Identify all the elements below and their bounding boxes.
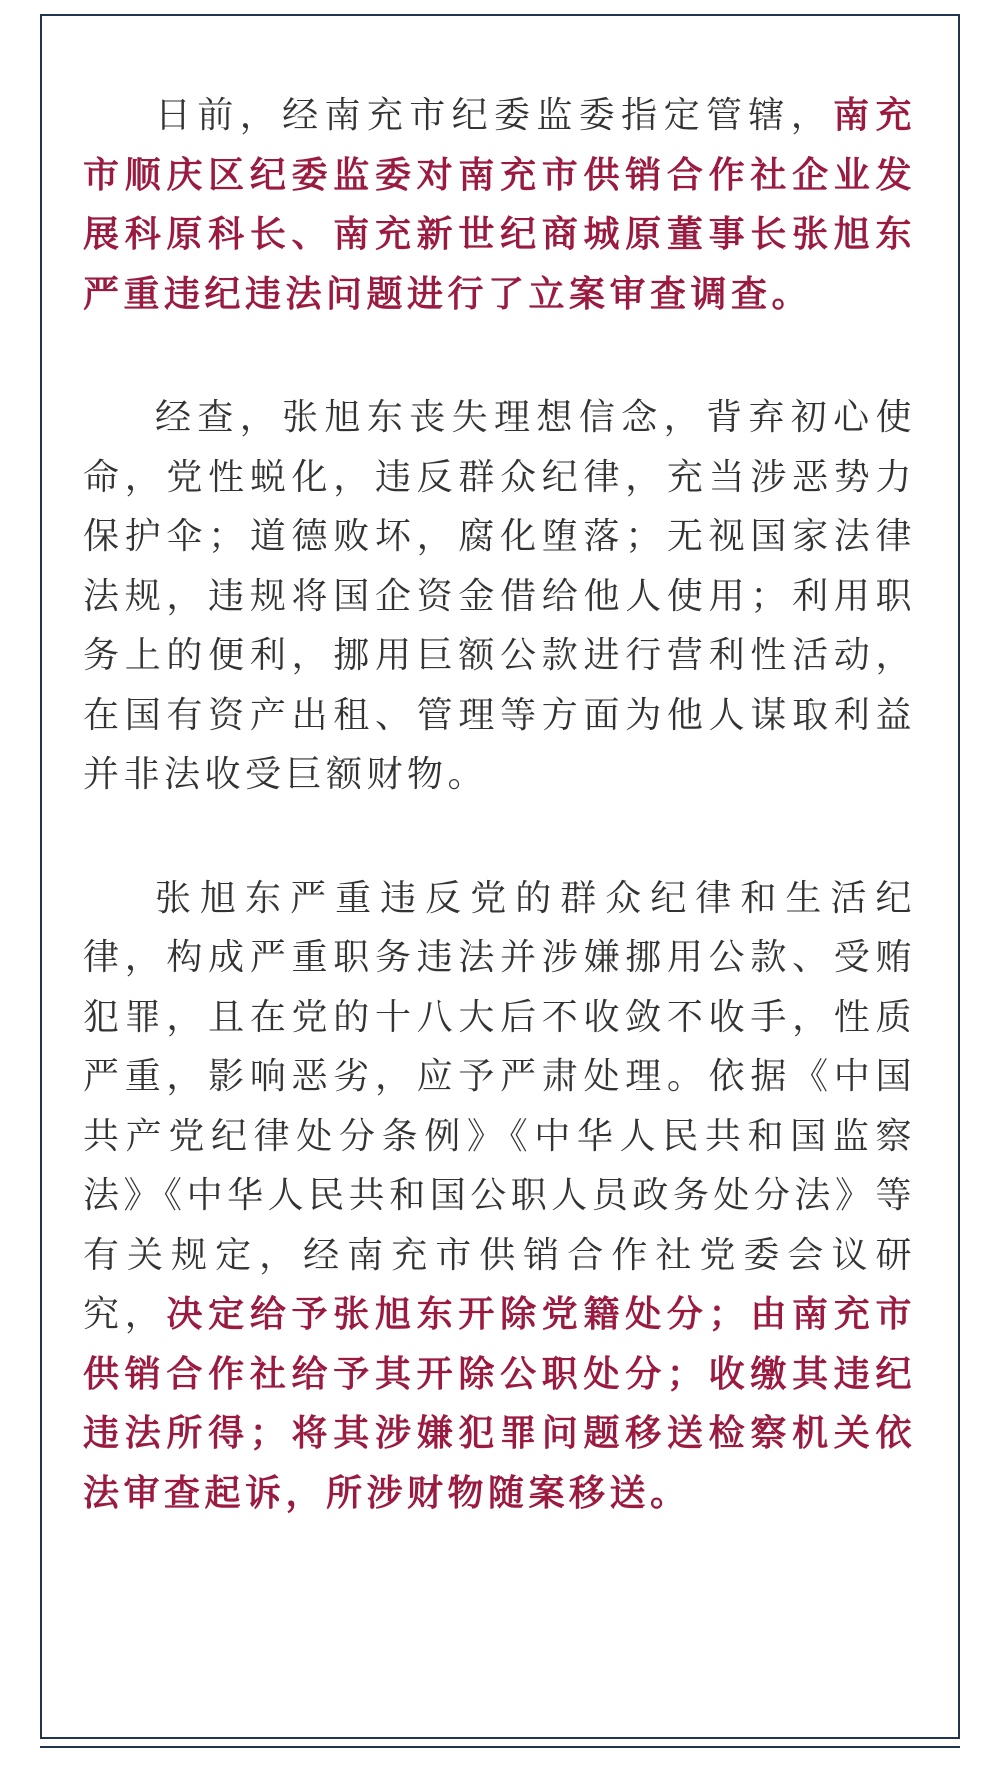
paragraph-case-filing	[83, 86, 916, 324]
paragraph-text: 张旭东严重违反党的群众纪律和生活纪律，构成严重职务违法并涉嫌挪用公款、受贿犯罪，且在党的十八大后不收敛不收手，性质严重，影响恶劣，应予严肃处理。依据《中国共产党纪律处分条例》《中华人民共和国监察法》《中华人民共和国公职人员政务处分法》等有关规定，经南充市供销合作社党委会议研究，	[83, 877, 916, 1335]
paragraph-text: 日前，经南充市纪委监委指定管辖，	[155, 95, 834, 136]
paragraph-findings	[83, 388, 916, 805]
bottom-divider	[40, 1746, 960, 1748]
highlighted-text: 南充市顺庆区纪委监委对南充市供销合作社企业发展科原科长、南充新世纪商城原董事长张旭东严重违纪违法问题进行了立案审查调查。	[83, 95, 916, 315]
paragraph-decision	[83, 869, 916, 1524]
paragraph-text: 经查，张旭东丧失理想信念，背弃初心使命，党性蜕化，违反群众纪律，充当涉恶势力保护伞；道德败坏，腐化堕落；无视国家法律法规，违规将国企资金借给他人使用；利用职务上的便利，挪用巨额公款进行营利性活动，在国有资产出租、管理等方面为他人谋取利益并非法收受巨额财物。	[83, 397, 916, 795]
article-body	[83, 86, 916, 1523]
highlighted-text: 决定给予张旭东开除党籍处分；由南充市供销合作社给予其开除公职处分；收缴其违纪违法所得；将其涉嫌犯罪问题移送检察机关依法审查起诉，所涉财物随案移送。	[83, 1294, 916, 1514]
